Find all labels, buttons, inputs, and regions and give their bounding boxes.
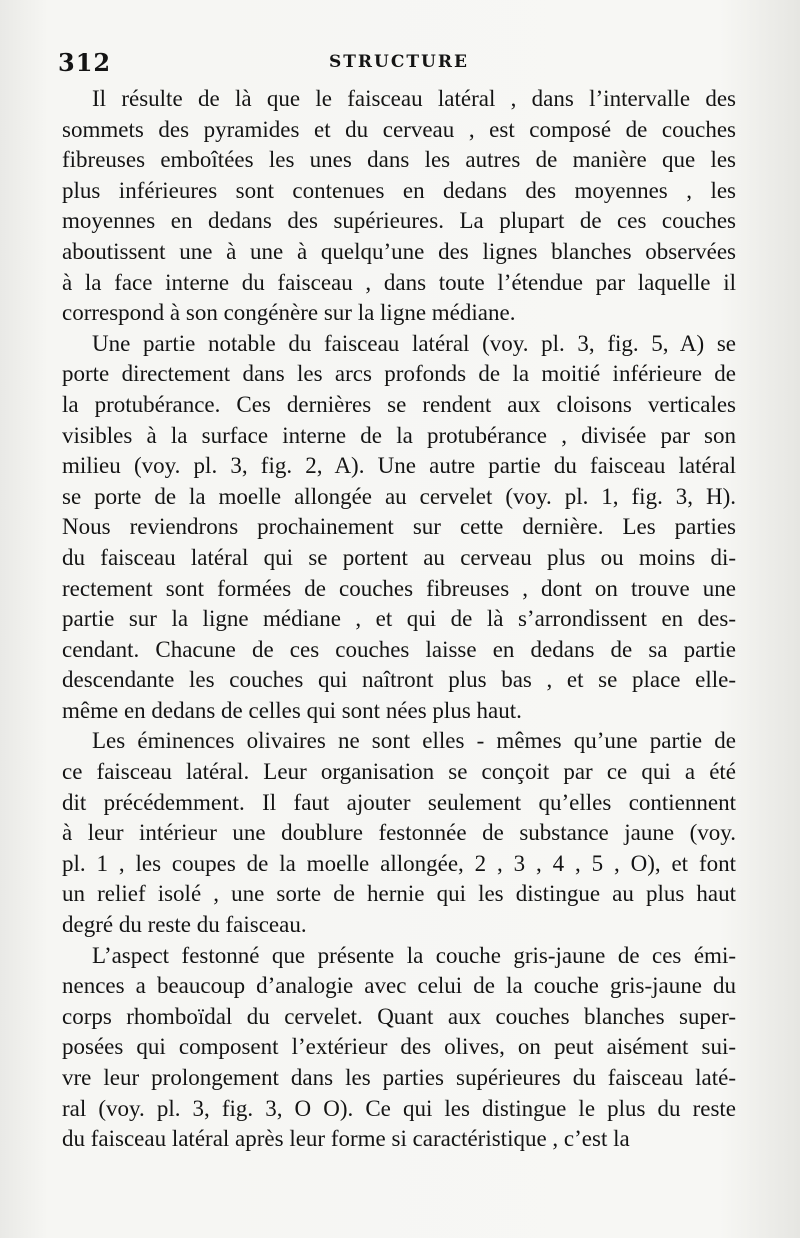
text-line: ral (voy. pl. 3, fig. 3, O O). Ce qui les distingue le plus du reste — [62, 1095, 736, 1121]
page-header — [58, 48, 740, 78]
text-line: moyennes en dedans des supérieures. La plupart de ces couches — [62, 208, 736, 234]
text-line: plus inférieures sont contenues en dedans des moyennes , les — [62, 177, 736, 203]
text-line: degré du reste du faisceau. — [62, 912, 307, 938]
text-line: aboutissent une à une à quelqu’une des lignes blanches observées — [62, 238, 736, 264]
text-line: pl. 1 , les coupes de la moelle allongée, 2 , 3 , 4 , 5 , O), et font — [62, 850, 736, 876]
text-line: Les éminences olivaires ne sont elles - mêmes qu’une partie de — [92, 728, 736, 754]
page-number: 312 — [58, 48, 112, 77]
text-line: dit précédemment. Il faut ajouter seulement qu’elles contiennent — [62, 789, 736, 815]
text-line: posées qui composent l’extérieur des olives, on peut aisément sui- — [62, 1034, 736, 1060]
text-line: à leur intérieur une doublure festonnée de substance jaune (voy. — [62, 820, 736, 846]
text-line: fibreuses emboîtées les unes dans les autres de manière que les — [62, 147, 736, 173]
text-line: même en dedans de celles qui sont nées plus haut. — [62, 697, 522, 723]
text-line: porte directement dans les arcs profonds de la moitié inférieure de — [62, 361, 736, 387]
page-body — [62, 84, 736, 1155]
text-line: sommets des pyramides et du cerveau , est composé de couches — [62, 116, 736, 142]
text-line: Nous reviendrons prochainement sur cette dernière. Les parties — [62, 514, 736, 540]
text-line: L’aspect festonné que présente la couche gris-jaune de ces émi- — [92, 942, 736, 968]
text-line: vre leur prolongement dans les parties supérieures du faisceau laté- — [62, 1065, 736, 1090]
text-line: du faisceau latéral qui se portent au cerveau plus ou moins di- — [62, 544, 736, 570]
text-line: rectement sont formées de couches fibreuses , dont on trouve une — [62, 575, 736, 601]
paragraph — [62, 84, 736, 329]
text-line: à la face interne du faisceau , dans toute l’étendue par laquelle il — [62, 269, 736, 295]
text-line: se porte de la moelle allongée au cervelet (voy. pl. 1, fig. 3, H). — [62, 483, 736, 509]
text-line: nences a beaucoup d’analogie avec celui de la couche gris-jaune du — [62, 973, 736, 999]
text-line: Une partie notable du faisceau latéral (voy. pl. 3, fig. 5, A) se — [92, 330, 736, 356]
text-line: corps rhomboïdal du cervelet. Quant aux couches blanches super- — [62, 1003, 736, 1029]
text-line: la protubérance. Ces dernières se rendent aux cloisons verticales — [62, 391, 736, 417]
paragraph — [62, 941, 736, 1155]
text-line: du faisceau latéral après leur forme si caractéristique , c’est la — [62, 1126, 630, 1152]
paragraph — [62, 726, 736, 940]
text-line: correspond à son congénère sur la ligne médiane. — [62, 300, 516, 326]
paragraph — [62, 329, 736, 727]
text-line: Il résulte de là que le faisceau latéral , dans l’intervalle des — [92, 86, 736, 111]
text-line: visibles à la surface interne de la protubérance , divisée par son — [62, 422, 736, 448]
running-title: STRUCTURE — [329, 52, 469, 72]
text-line: partie sur la ligne médiane , et qui de là s’arrondissent en des- — [62, 606, 736, 632]
text-line: un relief isolé , une sorte de hernie qui les distingue au plus haut — [62, 881, 736, 907]
text-line: ce faisceau latéral. Leur organisation se conçoit par ce qui a été — [62, 759, 736, 785]
text-line: cendant. Chacune de ces couches laisse en dedans de sa partie — [62, 636, 736, 662]
text-line: milieu (voy. pl. 3, fig. 2, A). Une autre partie du faisceau latéral — [62, 453, 736, 479]
text-line: descendante les couches qui naîtront plus bas , et se place elle- — [62, 667, 736, 693]
